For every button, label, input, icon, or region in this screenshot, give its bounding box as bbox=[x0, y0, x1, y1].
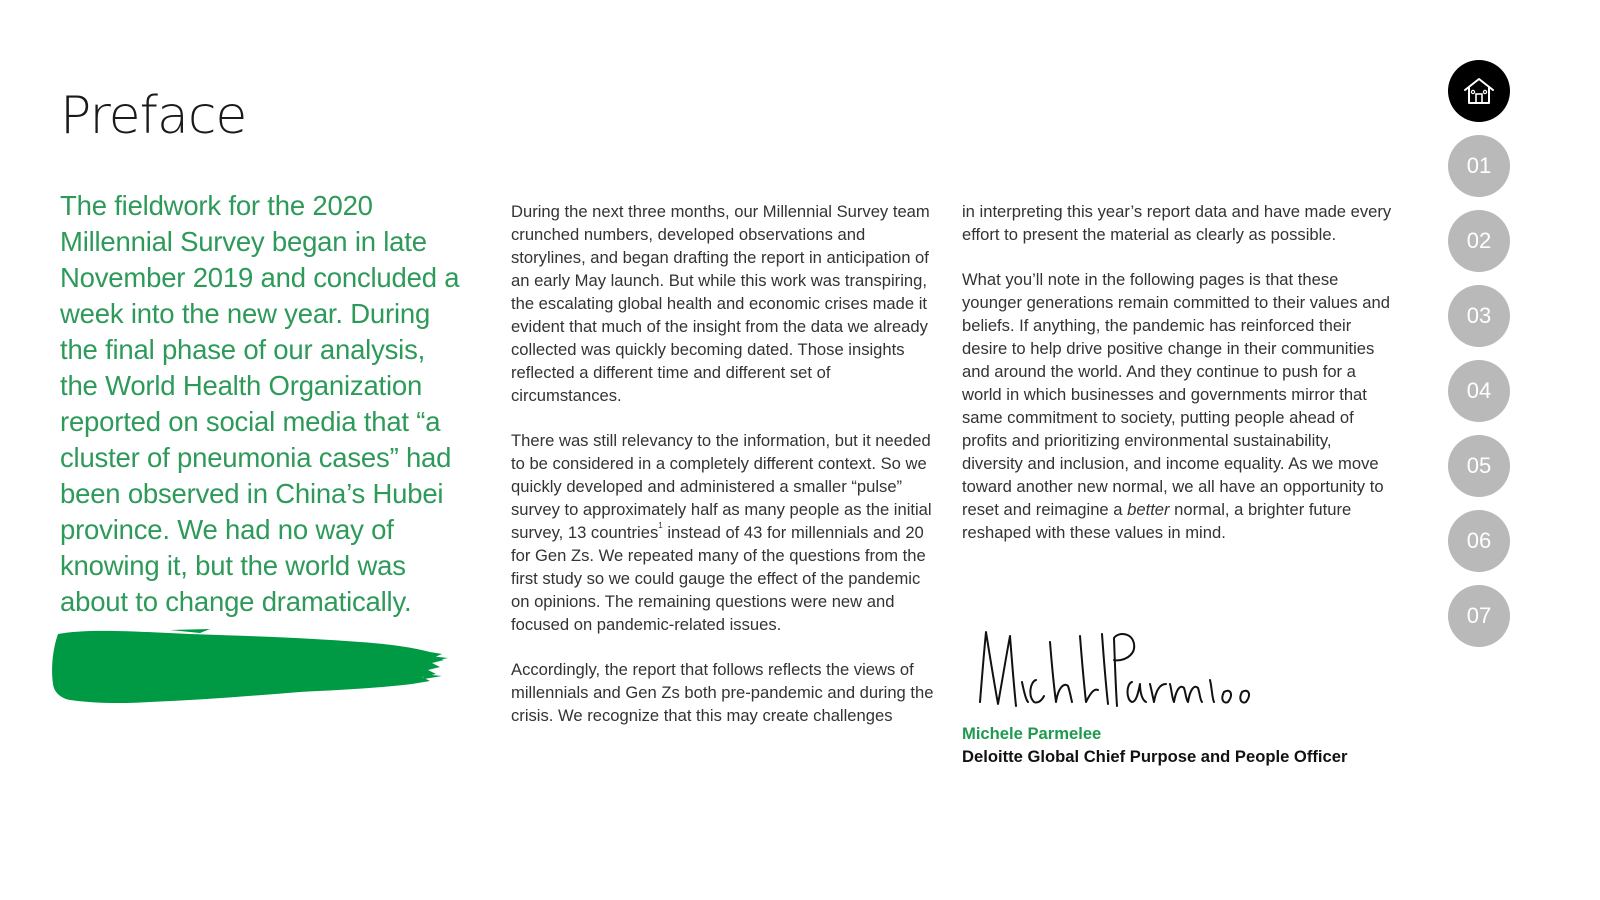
body-column-2 bbox=[962, 200, 1392, 566]
home-icon bbox=[1462, 75, 1496, 107]
green-brush-stroke bbox=[50, 626, 450, 706]
signer-name: Michele Parmelee bbox=[962, 724, 1102, 743]
body-column-1 bbox=[511, 200, 941, 749]
paragraph-text: There was still relevancy to the information, but it needed to be considered in a completely different context. So we quickly developed and administered a smaller “pulse” survey to approximately half as many people as the initial survey, 13 countries bbox=[511, 431, 932, 542]
nav-section-04[interactable]: 04 bbox=[1448, 360, 1510, 422]
paragraph-text: normal, a brighter future reshaped with these values in mind. bbox=[962, 500, 1352, 542]
nav-section-05[interactable]: 05 bbox=[1448, 435, 1510, 497]
home-button[interactable] bbox=[1448, 60, 1510, 122]
footnote-marker[interactable]: 1 bbox=[658, 521, 663, 530]
emphasis-text: better bbox=[1127, 500, 1170, 519]
signature bbox=[972, 622, 1272, 717]
nav-section-06[interactable]: 06 bbox=[1448, 510, 1510, 572]
paragraph-text: instead of 43 for millennials and 20 for Gen Zs. We repeated many of the questions from the first study so we could gauge the effect of the pandemic on opinions. The remaining questions were new and focused on pandemic-related issues. bbox=[511, 523, 926, 634]
nav-section-07[interactable]: 07 bbox=[1448, 585, 1510, 647]
paragraph: in interpreting this year’s report data and have made every effort to present the material as clearly as possible. bbox=[962, 202, 1392, 244]
page-title: Preface bbox=[60, 86, 247, 146]
paragraph bbox=[962, 268, 1392, 544]
section-nav bbox=[1448, 60, 1510, 660]
nav-section-02[interactable]: 02 bbox=[1448, 210, 1510, 272]
paragraph bbox=[511, 429, 941, 636]
paragraph: Accordingly, the report that follows reflects the views of millennials and Gen Zs both pre-pandemic and during the crisis. We recognize that this may create challenges bbox=[511, 660, 934, 725]
intro-text: The fieldwork for the 2020 Millennial Survey began in late November 2019 and concluded a week into the new year. During the final phase of our analysis, the World Health Organization reported on social media that “a cluster of pneumonia cases” had been observed in China’s Hubei province. We had no way of knowing it, but the world was about to change dramatically. bbox=[60, 190, 460, 617]
nav-section-01[interactable]: 01 bbox=[1448, 135, 1510, 197]
paragraph: During the next three months, our Millennial Survey team crunched numbers, developed observations and storylines, and began drafting the report in anticipation of an early May launch. But while this work was transpiring, the escalating global health and economic crises made it evident that much of the insight from the data we already collected was quickly becoming dated. Those insights reflected a different time and different set of circumstances. bbox=[511, 202, 930, 405]
paragraph-text: What you’ll note in the following pages is that these younger generations remain committed to their values and beliefs. If anything, the pandemic has reinforced their desire to help drive positive change in their communities and around the world. And they continue to push for a world in which businesses and governments mirror that same commitment to society, putting people ahead of profits and prioritizing environmental sustainability, diversity and inclusion, and income equality. As we move toward another new normal, we all have an opportunity to reset and reimagine a bbox=[962, 270, 1390, 519]
nav-section-03[interactable]: 03 bbox=[1448, 285, 1510, 347]
signer-title: Deloitte Global Chief Purpose and People Officer bbox=[962, 747, 1348, 766]
